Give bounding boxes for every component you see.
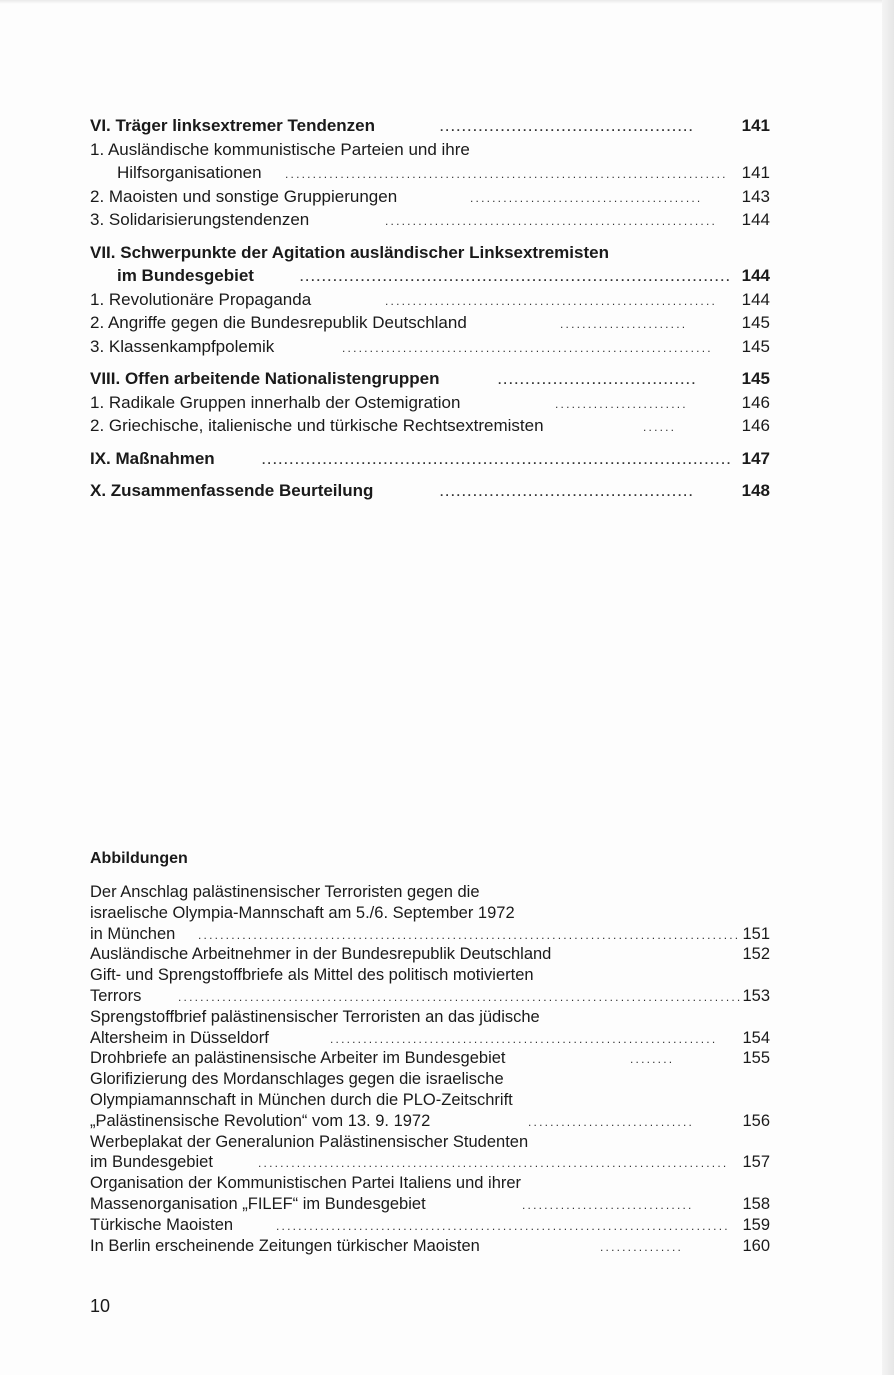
leader-dots: ............................................................: [385, 293, 718, 308]
leader-dots: ......................................................................: [330, 1031, 718, 1046]
figure-entry: [90, 1173, 770, 1194]
leader-dots: ........: [630, 1052, 675, 1067]
figure-entry-text: in München: [90, 924, 176, 943]
figure-page-number: 153: [742, 986, 770, 1005]
toc-section-heading: [90, 264, 770, 288]
toc-page-number: 145: [741, 369, 770, 388]
toc-entry-text: 1. Radikale Gruppen innerhalb der Ostemigration: [90, 392, 461, 412]
figures-list: [90, 848, 770, 1256]
figure-entry: [90, 924, 770, 945]
toc-entry: [90, 161, 770, 185]
figure-entry-text: Sprengstoffbrief palästinensischer Terroristen an das jüdische: [90, 1007, 540, 1026]
toc-entry-text: VII. Schwerpunkte der Agitation ausländischer Linksextremisten: [90, 242, 609, 262]
toc-entry: [90, 311, 770, 335]
toc-entry-text: im Bundesgebiet: [117, 266, 254, 285]
figure-entry: [90, 1028, 770, 1049]
figure-entry: [90, 882, 770, 903]
figure-entry-text: „Palästinensische Revolution“ vom 13. 9. 1972: [90, 1111, 431, 1130]
figures-heading: Abbildungen: [90, 850, 188, 867]
figure-entry-text: Der Anschlag palästinensischer Terroristen gegen die: [90, 883, 480, 901]
toc-page-number: 146: [741, 392, 770, 412]
toc-entry: [90, 391, 770, 415]
figure-entry: [90, 903, 770, 924]
toc-entry-text: 1. Ausländische kommunistische Parteien und ihre: [90, 139, 470, 159]
figure-entry-text: Glorifizierung des Mordanschlages gegen die israelische: [90, 1070, 504, 1089]
leader-dots: ...............................: [522, 1197, 694, 1212]
figure-page-number: 158: [742, 1194, 770, 1213]
page-number: 10: [90, 1296, 111, 1316]
figure-entry-text: Organisation der Kommunistischen Partei Italiens und ihrer: [90, 1174, 522, 1193]
figure-entry: [90, 1069, 770, 1090]
leader-dots: .....................................................................................: [262, 452, 733, 467]
toc-page-number: 144: [741, 210, 770, 229]
toc-entry: [90, 335, 770, 359]
toc-entry-text: VI. Träger linksextremer Tendenzen: [90, 116, 376, 135]
toc-page-number: 144: [741, 266, 770, 285]
toc-entry-text: 2. Angriffe gegen die Bundesrepublik Deutschland: [90, 313, 467, 332]
figure-page-number: 155: [742, 1049, 770, 1068]
leader-dots: .......................: [560, 317, 688, 331]
toc-entry-text: IX. Maßnahmen: [90, 448, 215, 468]
toc-entry-text: X. Zusammenfassende Beurteilung: [90, 481, 374, 500]
toc-entry-text: 2. Griechische, italienische und türkische Rechtsextremisten: [90, 416, 544, 435]
figure-entry: [90, 1090, 770, 1111]
figure-page-number: 152: [742, 945, 770, 964]
leader-dots: ....................................: [498, 373, 698, 387]
toc-section-heading: [90, 241, 770, 265]
leader-dots: ..............................................: [440, 485, 695, 499]
leader-dots: ..............................................: [440, 120, 695, 134]
figure-entry: [90, 1048, 770, 1069]
figure-entry: [90, 1152, 770, 1173]
figure-entry: [90, 1236, 770, 1257]
figure-page-number: 151: [742, 924, 770, 943]
figure-entry: [90, 944, 770, 965]
leader-dots: ..................................................................................................: [198, 927, 741, 942]
figure-entry-text: Altersheim in Düsseldorf: [90, 1028, 269, 1047]
figure-entry: [90, 965, 770, 986]
toc-entry-text: 2. Maoisten und sonstige Gruppierungen: [90, 186, 398, 206]
toc-entry: [90, 138, 770, 162]
leader-dots: ...................................................................: [342, 340, 713, 355]
figure-entry-text: Massenorganisation „FILEF“ im Bundesgebiet: [90, 1194, 426, 1213]
toc-entry: [90, 288, 770, 312]
leader-dots: ................................................................................: [285, 167, 728, 181]
toc-section-heading: [90, 114, 770, 138]
toc-entry-text: 3. Solidarisierungstendenzen: [90, 210, 310, 229]
toc-page-number: 147: [741, 448, 770, 468]
figure-page-number: 160: [742, 1236, 770, 1255]
figure-entry-text: im Bundesgebiet: [90, 1153, 213, 1172]
figure-entry: [90, 1111, 770, 1132]
toc-entry-text: 1. Revolutionäre Propaganda: [90, 289, 312, 309]
figure-entry: [90, 1215, 770, 1236]
toc-entry-text: Hilfsorganisationen: [117, 163, 262, 182]
table-of-contents: [90, 114, 770, 503]
figure-page-number: 157: [742, 1153, 770, 1172]
toc-page-number: 145: [741, 336, 770, 356]
leader-dots: ...............: [600, 1239, 684, 1254]
figure-entry-text: Drohbriefe an palästinensische Arbeiter im Bundesgebiet: [90, 1049, 506, 1068]
leader-dots: ..........................................: [470, 190, 703, 205]
figure-entry-text: Olympiamannschaft in München durch die PLO-Zeitschrift: [90, 1090, 513, 1109]
toc-entry: [90, 185, 770, 209]
figure-entry: [90, 986, 770, 1007]
leader-dots: ..................................................................................: [276, 1218, 730, 1233]
figure-entry-text: israelische Olympia-Mannschaft am 5./6. September 1972: [90, 903, 515, 922]
toc-entry: [90, 208, 770, 232]
leader-dots: ......................................................................................................: [178, 989, 743, 1004]
toc-entry: [90, 414, 770, 438]
leader-dots: ............................................................: [385, 214, 718, 228]
figure-entry: [90, 1007, 770, 1028]
toc-section-heading: [90, 479, 770, 503]
figure-page-number: 156: [742, 1111, 770, 1130]
figure-entry: [90, 1194, 770, 1215]
figure-entry: [90, 1132, 770, 1153]
figure-entry-text: Terrors: [90, 986, 142, 1005]
figure-entry-text: Gift- und Sprengstoffbriefe als Mittel des politisch motivierten: [90, 966, 534, 985]
page-top-edge: [0, 0, 894, 4]
figure-entry-text: Ausländische Arbeitnehmer in der Bundesrepublik Deutschland: [90, 945, 552, 964]
figure-entry-text: Werbeplakat der Generalunion Palästinensischer Studenten: [90, 1132, 529, 1151]
toc-page-number: 148: [741, 481, 770, 500]
leader-dots: ..............................: [528, 1114, 695, 1129]
toc-page-number: 141: [741, 163, 770, 182]
leader-dots: ........................: [555, 396, 688, 411]
toc-page-number: 144: [741, 289, 770, 309]
figure-page-number: 154: [742, 1028, 770, 1047]
figure-page-number: 159: [742, 1215, 770, 1234]
toc-page-number: 145: [741, 313, 770, 332]
toc-section-heading: [90, 447, 770, 471]
toc-entry-text: 3. Klassenkampfpolemik: [90, 336, 275, 356]
toc-page-number: 143: [741, 186, 770, 206]
leader-dots: ..............................................................................: [300, 270, 732, 284]
figure-entry-text: Türkische Maoisten: [90, 1215, 234, 1234]
leader-dots: .....................................................................................: [258, 1156, 729, 1171]
leader-dots: ......: [643, 420, 677, 434]
figure-entry-text: In Berlin erscheinende Zeitungen türkischer Maoisten: [90, 1236, 480, 1255]
toc-entry-text: VIII. Offen arbeitende Nationalistengruppen: [90, 369, 440, 388]
toc-page-number: 141: [741, 116, 770, 135]
toc-section-heading: [90, 367, 770, 391]
page-right-edge: [882, 0, 894, 1375]
toc-page-number: 146: [741, 416, 770, 435]
